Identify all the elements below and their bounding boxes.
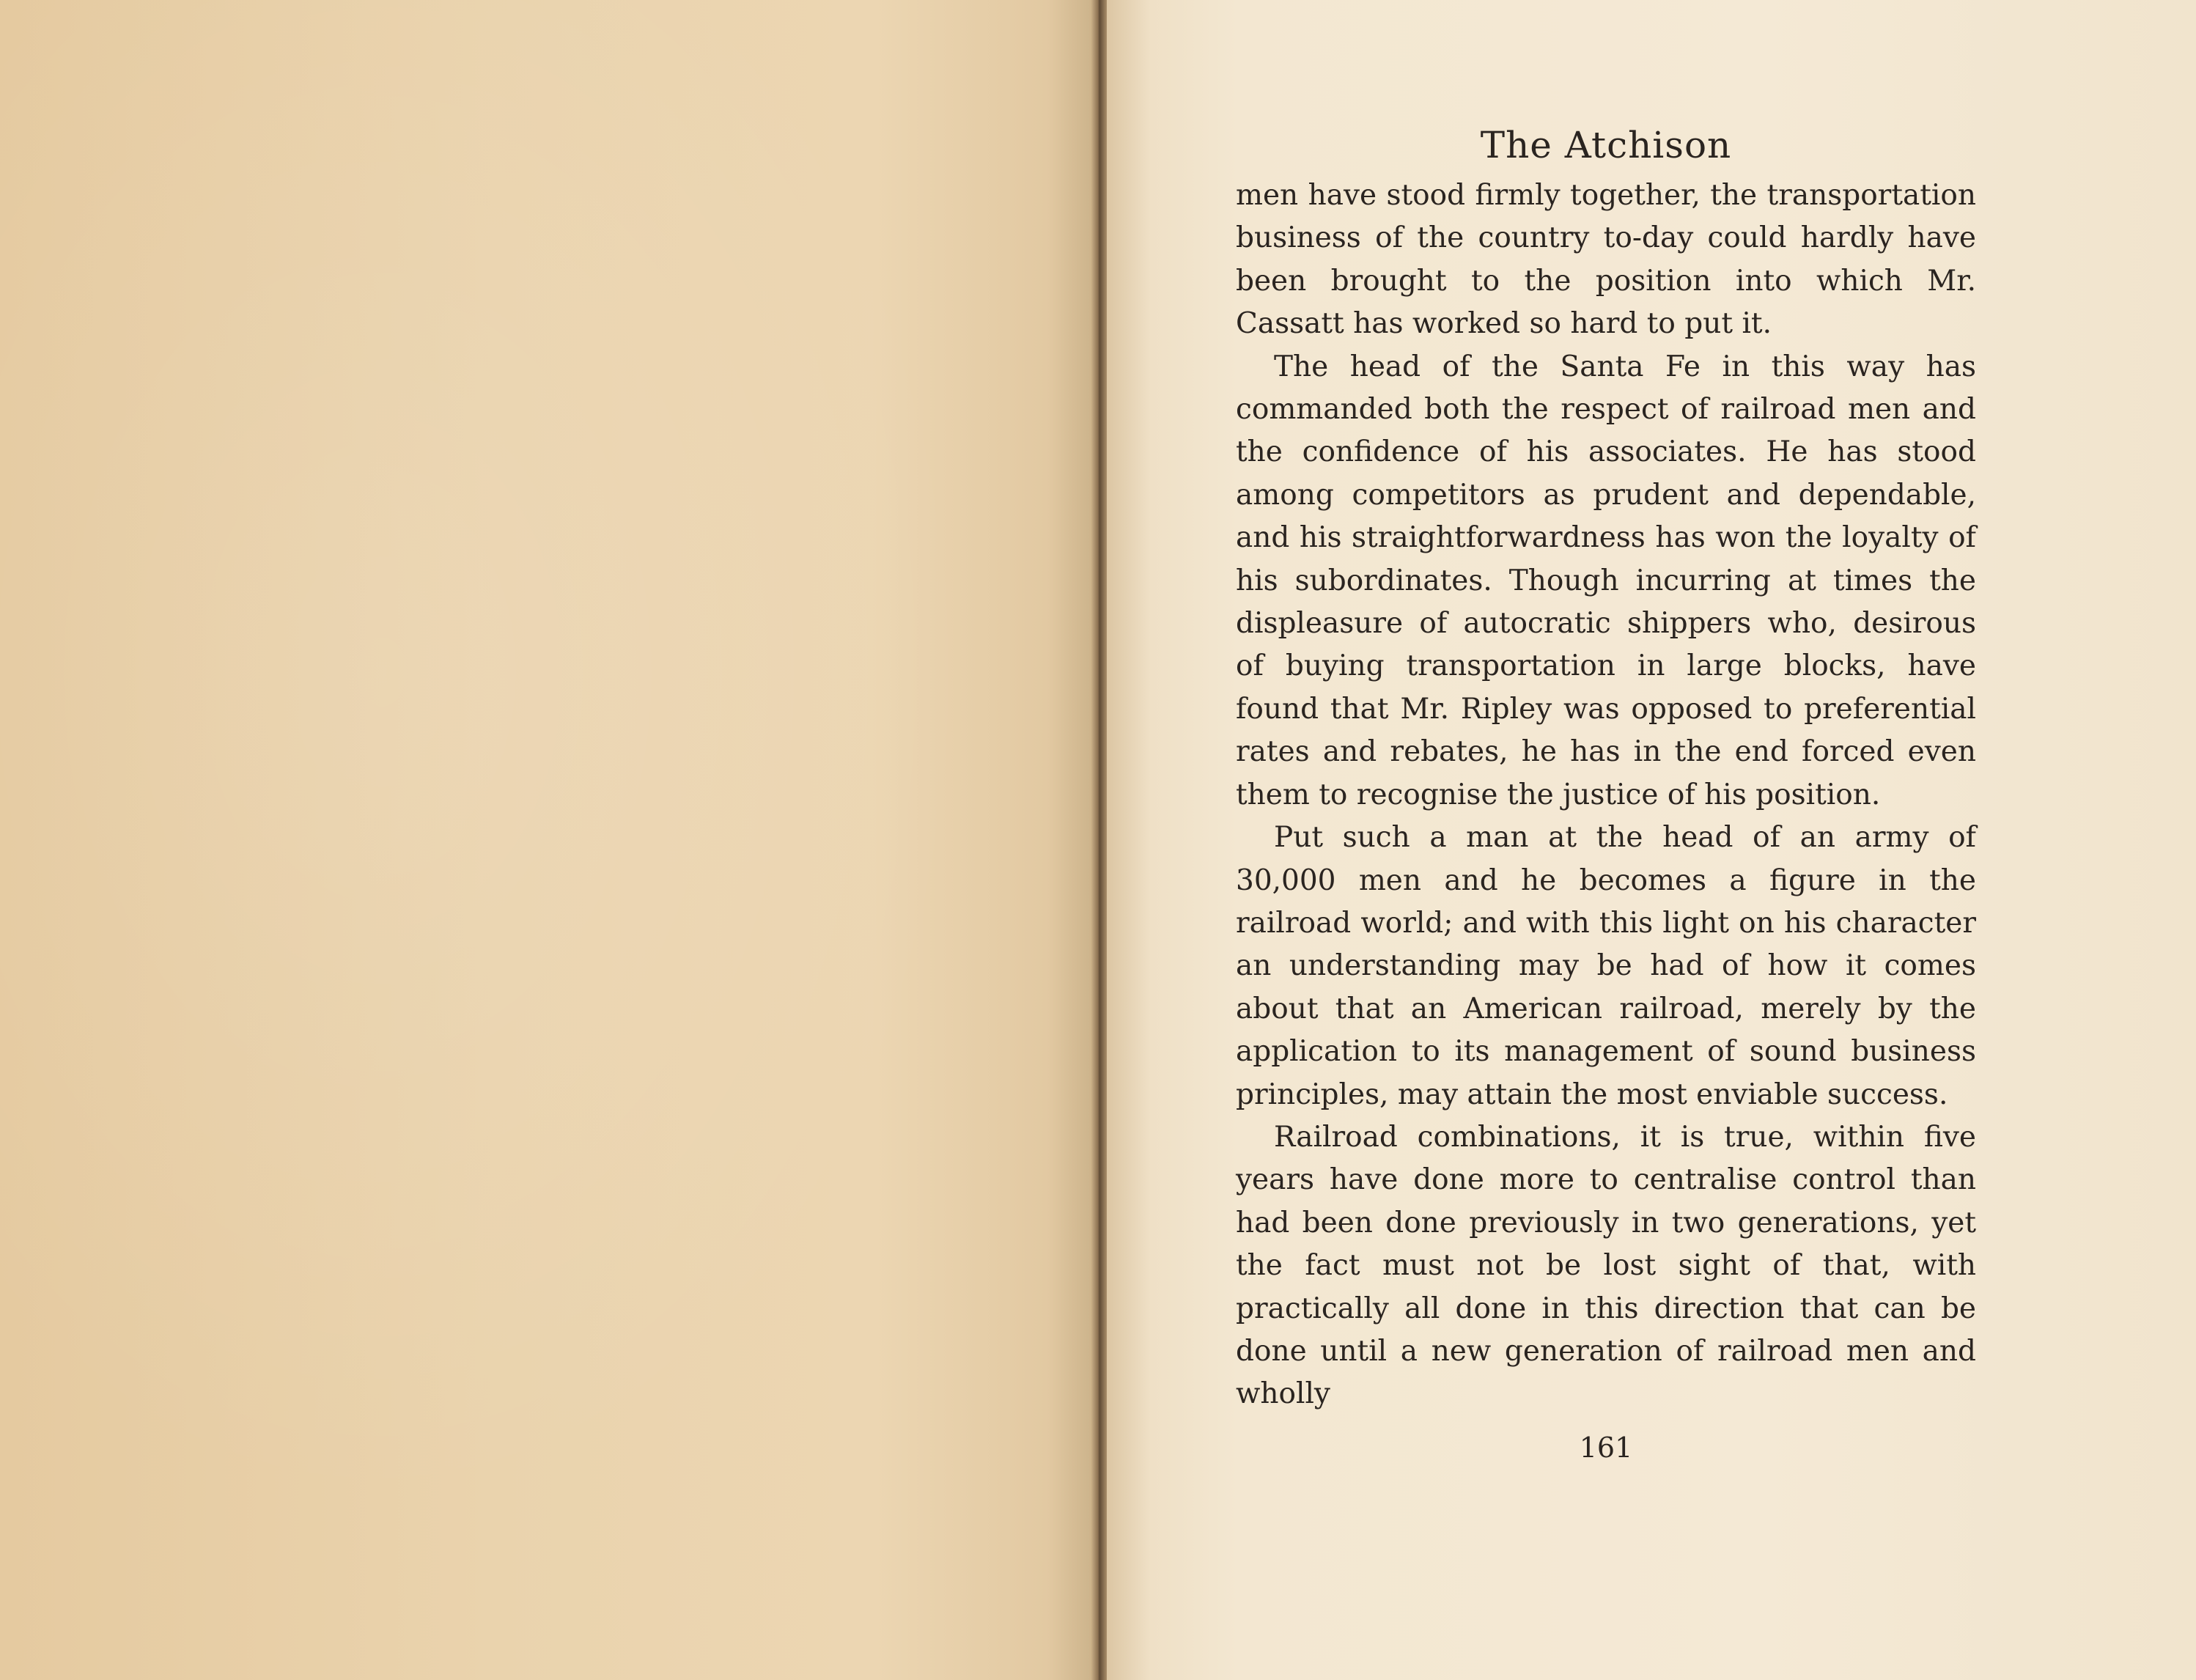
book-gutter — [1091, 0, 1107, 1680]
paragraph: The head of the Santa Fe in this way has commanded both the respect of railroad men and the confidence of his associates. He has stood among competitors as prudent and dependable, and his straightforwardness has won the loyalty of his subordinates. Though incurring at times the displeasure of autocratic shippers who, desirous of buying transportation in large blocks, have found that Mr. Ripley was opposed to preferential rates and rebates, he has in the end forced even them to recognise the justice of his position. — [1236, 350, 1976, 811]
paragraph: Railroad combinations, it is true, within five years have done more to centralise control than had been done previously in two generations, yet the fact must not be lost sight of that, with practically all done in this direction that can be done until a new generation of railroad men and wholly — [1236, 1120, 1976, 1411]
paragraph-continuation: men have stood firmly together, the transportation business of the country to-day could hardly have been brought to the position into which Mr. Cassatt has worked so hard to put it. — [1236, 179, 1976, 341]
running-head: The Atchison — [1480, 124, 1732, 166]
text-block — [1236, 116, 1976, 1473]
left-page-blank — [0, 0, 1091, 1680]
paragraph: Put such a man at the head of an army of 30,000 men and he becomes a figure in the railroad world; and with this light on his character an understanding may be had of how it comes about that an American railroad, merely by the application to its management of sound business principles, may attain the most enviable success. — [1236, 821, 1976, 1111]
right-page — [1107, 0, 2196, 1680]
page-number: 161 — [1579, 1431, 1633, 1464]
